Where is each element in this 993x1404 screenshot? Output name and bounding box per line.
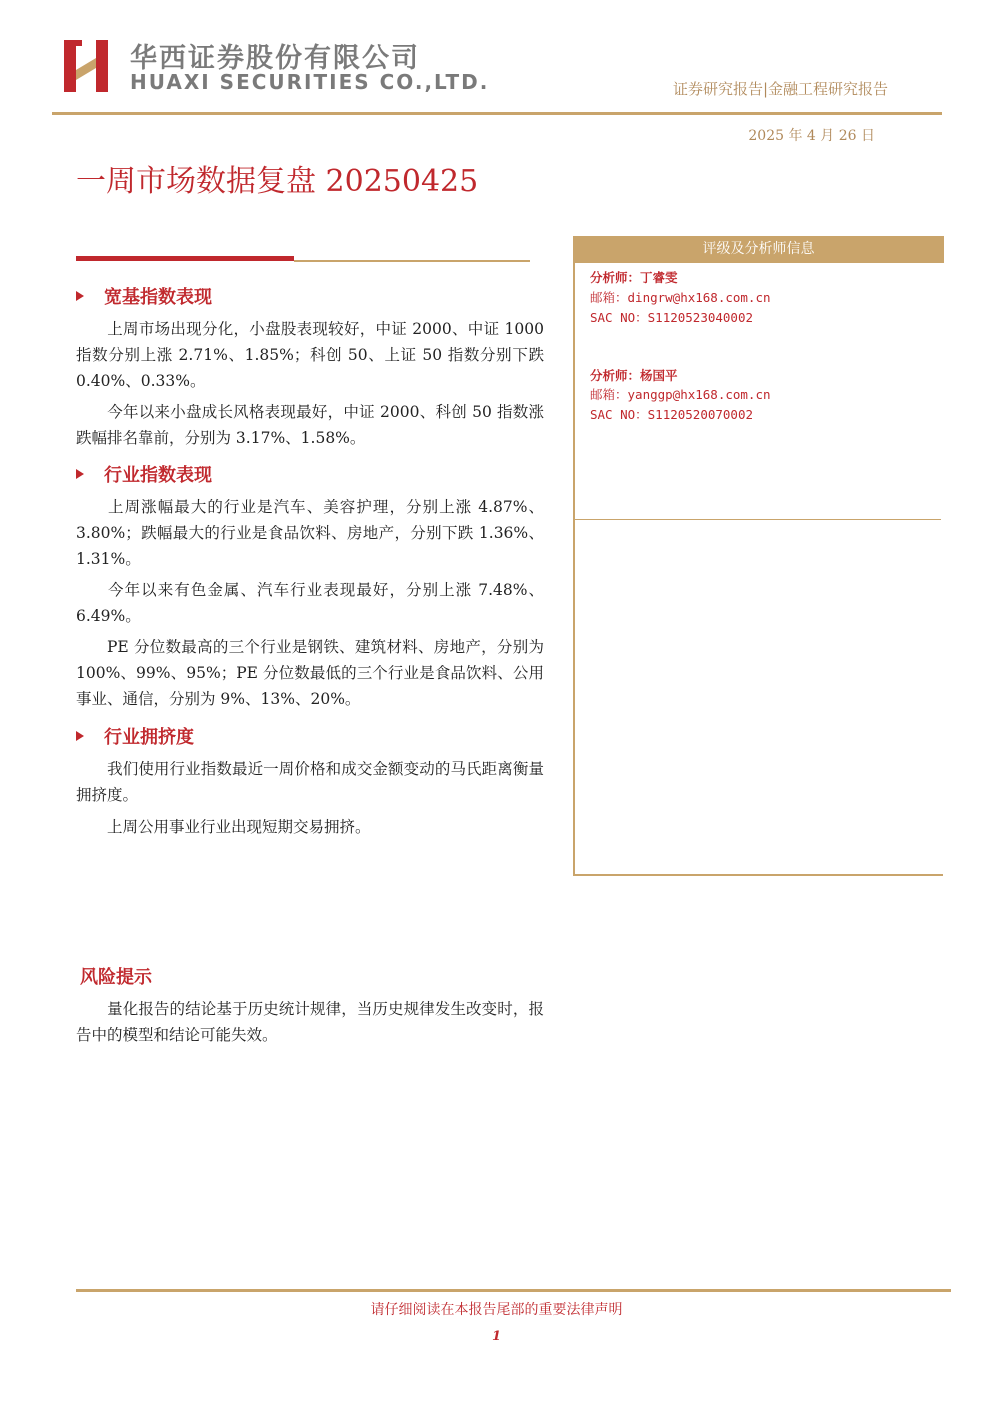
paragraph: 上周公用事业行业出现短期交易拥挤。 [107, 818, 371, 836]
section-heading-broad-index: 宽基指数表现 [76, 283, 212, 309]
paragraph: 今年以来有色金属、汽车行业表现最好，分别上涨 7.48%、6.49%。 [76, 581, 544, 625]
bullet-triangle-icon [76, 291, 84, 301]
report-date: 2025 年 4 月 26 日 [748, 128, 875, 144]
analyst-sac: SAC NO：S1120523040002 [590, 310, 754, 325]
analyst-sac: SAC NO：S1120520070002 [590, 407, 754, 422]
report-title: 一周市场数据复盘 20250425 [76, 164, 479, 199]
company-name-cn: 华西证券股份有限公司 [130, 43, 420, 74]
analyst-panel [573, 236, 943, 876]
header-divider [52, 112, 942, 115]
analyst-email[interactable]: 邮箱：yanggp@hx168.com.cn [590, 387, 771, 402]
analyst-panel-title: 评级及分析师信息 [573, 236, 944, 263]
paragraph: 上周涨幅最大的行业是汽车、美容护理，分别上涨 4.87%、3.80%；跌幅最大的行业是食品饮料、房地产，分别下跌 1.36%、1.31%。 [76, 498, 544, 568]
page-number: 1 [491, 1329, 502, 1344]
analyst-name: 分析师：杨国平 [590, 368, 678, 383]
analyst-name: 分析师：丁睿雯 [590, 270, 678, 285]
paragraph: PE 分位数最高的三个行业是钢铁、建筑材料、房地产，分别为 100%、99%、95%；PE 分位数最低的三个行业是食品饮料、公用事业、通信，分别为 9%、13%、20%。 [76, 638, 544, 708]
panel-divider [575, 519, 941, 520]
paragraph: 我们使用行业指数最近一周价格和成交金额变动的马氏距离衡量拥挤度。 [76, 760, 544, 804]
huaxi-logo-icon [60, 36, 120, 96]
section-heading-industry-index: 行业指数表现 [76, 461, 212, 487]
left-accent-bar [76, 256, 294, 261]
report-type: 证券研究报告|金融工程研究报告 [672, 80, 888, 98]
section-heading-crowding: 行业拥挤度 [76, 723, 194, 749]
left-accent-line [294, 260, 530, 262]
analyst-email[interactable]: 邮箱：dingrw@hx168.com.cn [590, 290, 771, 305]
bullet-triangle-icon [76, 731, 84, 741]
risk-heading: 风险提示 [80, 967, 152, 988]
company-name-en: HUAXI SECURITIES CO.,LTD. [130, 70, 490, 94]
footer-disclaimer: 请仔细阅读在本报告尾部的重要法律声明 [370, 1302, 623, 1318]
paragraph: 今年以来小盘成长风格表现最好，中证 2000、科创 50 指数涨跌幅排名靠前，分别为 3.17%、1.58%。 [76, 403, 544, 447]
bullet-triangle-icon [76, 469, 84, 479]
footer-divider [76, 1289, 951, 1292]
risk-paragraph: 量化报告的结论基于历史统计规律，当历史规律发生改变时，报告中的模型和结论可能失效。 [76, 1000, 544, 1044]
paragraph: 上周市场出现分化，小盘股表现较好，中证 2000、中证 1000 指数分别上涨 2.71%、1.85%；科创 50、上证 50 指数分别下跌 0.40%、0.33%。 [76, 320, 544, 390]
